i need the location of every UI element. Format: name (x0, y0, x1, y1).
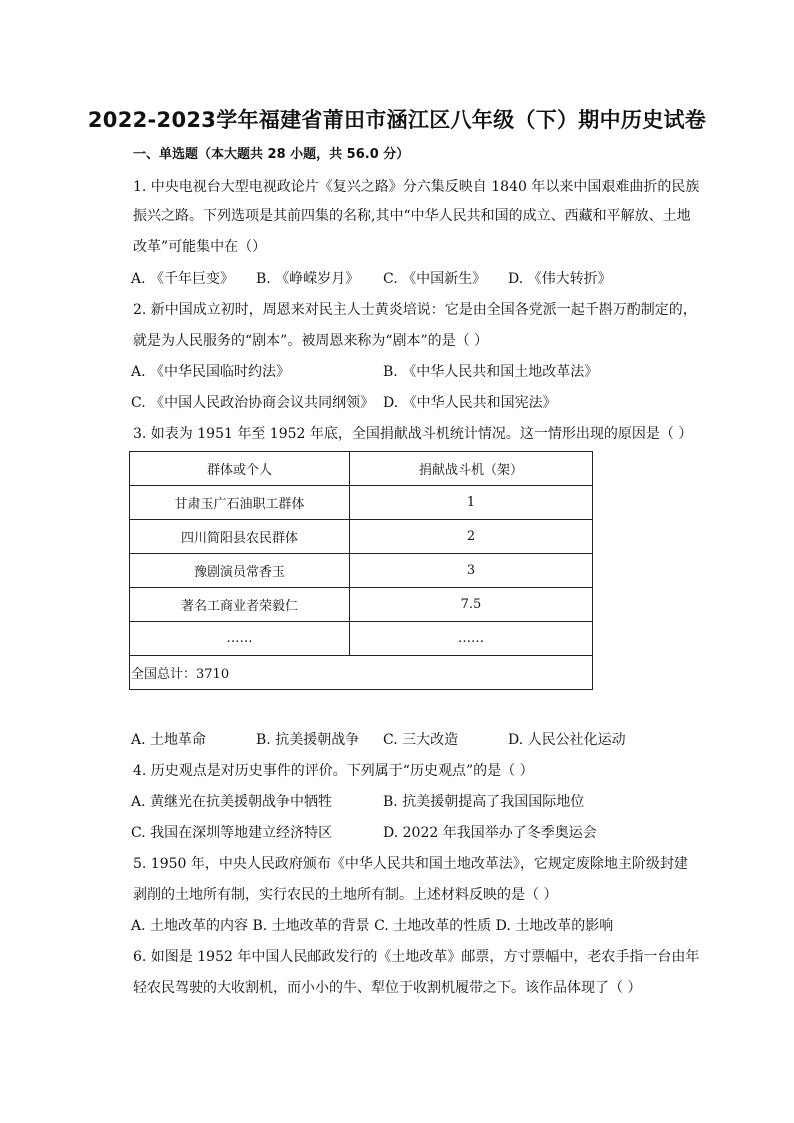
q3-stem-line1: 3. 如表为 1951 年至 1952 年底，全国捐献战斗机统计情况。这一情形出现的原因是（ ） (133, 426, 693, 442)
q2-option-b: B. 《中华人民共和国土地改革法》 (383, 364, 599, 380)
table-cell: …… (130, 622, 350, 656)
table-row (130, 486, 593, 520)
table-row (130, 588, 593, 622)
q6-stem-line1: 6. 如图是 1952 年中国人民邮政发行的《土地改革》邮票，方寸票幅中，老农手指一台由年 (133, 949, 700, 965)
table-total-row (130, 656, 593, 690)
q3-option-c: C. 三大改造 (383, 732, 459, 748)
q6-stem-line2: 轻农民驾驶的大收割机，而小小的牛、犁位于收割机履带之下。该作品体现了（ ） (133, 980, 642, 996)
q2-option-d: D. 《中华人民共和国宪法》 (383, 395, 557, 411)
q5-stem-line2: 剥削的土地所有制，实行农民的土地所有制。上述材料反映的是（ ） (133, 887, 558, 903)
table-cell: 3 (350, 554, 593, 588)
q4-option-d: D. 2022 年我国举办了冬季奥运会 (383, 825, 597, 841)
q2-option-a: A. 《中华民国临时约法》 (131, 364, 291, 380)
q2-option-c: C. 《中国人民政治协商会议共同纲领》 (131, 395, 375, 411)
q1-option-c: C. 《中国新生》 (383, 271, 487, 287)
q4-option-b: B. 抗美援朝提高了我国国际地位 (383, 794, 585, 810)
table-cell: 7.5 (350, 588, 593, 622)
q4-stem-line1: 4. 历史观点是对历史事件的评价。下列属于“历史观点”的是（ ） (133, 763, 534, 779)
donation-table (129, 451, 593, 690)
table-total-cell: 全国总计：3710 (130, 656, 593, 690)
q1-option-a: A. 《千年巨变》 (131, 271, 235, 287)
table-cell: 著名工商业者荣毅仁 (130, 588, 350, 622)
q3-option-b: B. 抗美援朝战争 (256, 732, 360, 748)
q5-stem-line1: 5. 1950 年，中央人民政府颁布《中华人民共和国土地改革法》，它规定废除地主阶级封建 (133, 856, 688, 872)
table-row (130, 554, 593, 588)
q3-option-d: D. 人民公社化运动 (508, 732, 626, 748)
table-header-row (130, 452, 593, 486)
q4-option-c: C. 我国在深圳等地建立经济特区 (131, 825, 333, 841)
q4-option-a: A. 黄继光在抗美援朝战争中牺牲 (131, 794, 333, 810)
table-header-cell: 群体或个人 (130, 452, 350, 486)
q1-option-b: B. 《峥嵘岁月》 (256, 271, 360, 287)
exam-title: 2022-2023学年福建省莆田市涵江区八年级（下）期中历史试卷 (87, 108, 707, 132)
table-cell: 甘肃玉广石油职工群体 (130, 486, 350, 520)
q5-options: A. 土地改革的内容 B. 土地改革的背景 C. 土地改革的性质 D. 土地改革的影响 (131, 918, 614, 934)
q1-stem-line2: 振兴之路。下列选项是其前四集的名称,其中“中华人民共和国的成立、西藏和平解放、土地 (133, 208, 691, 224)
q2-stem-line1: 2. 新中国成立初时，周恩来对民主人士黄炎培说：它是由全国各党派一起千斟万酌制定的， (133, 302, 697, 318)
q3-option-a: A. 土地革命 (131, 732, 207, 748)
q1-option-d: D. 《伟大转折》 (508, 271, 612, 287)
section-heading: 一、单选题（本大题共 28 小题，共 56.0 分） (133, 147, 410, 162)
q1-stem-line3: 改革”可能集中在（） (133, 239, 267, 255)
table-header-cell: 捐献战斗机（架） (350, 452, 593, 486)
q2-stem-line2: 就是为人民服务的“剧本”。被周恩来称为“剧本”的是（ ） (133, 333, 489, 349)
table-cell: …… (350, 622, 593, 656)
table-row (130, 622, 593, 656)
table-cell: 豫剧演员常香玉 (130, 554, 350, 588)
q1-stem-line1: 1. 中央电视台大型电视政论片《复兴之路》分六集反映自 1840 年以来中国艰难曲折的民族 (133, 179, 700, 195)
table-cell: 1 (350, 486, 593, 520)
table-row (130, 520, 593, 554)
table-cell: 四川简阳县农民群体 (130, 520, 350, 554)
table-cell: 2 (350, 520, 593, 554)
